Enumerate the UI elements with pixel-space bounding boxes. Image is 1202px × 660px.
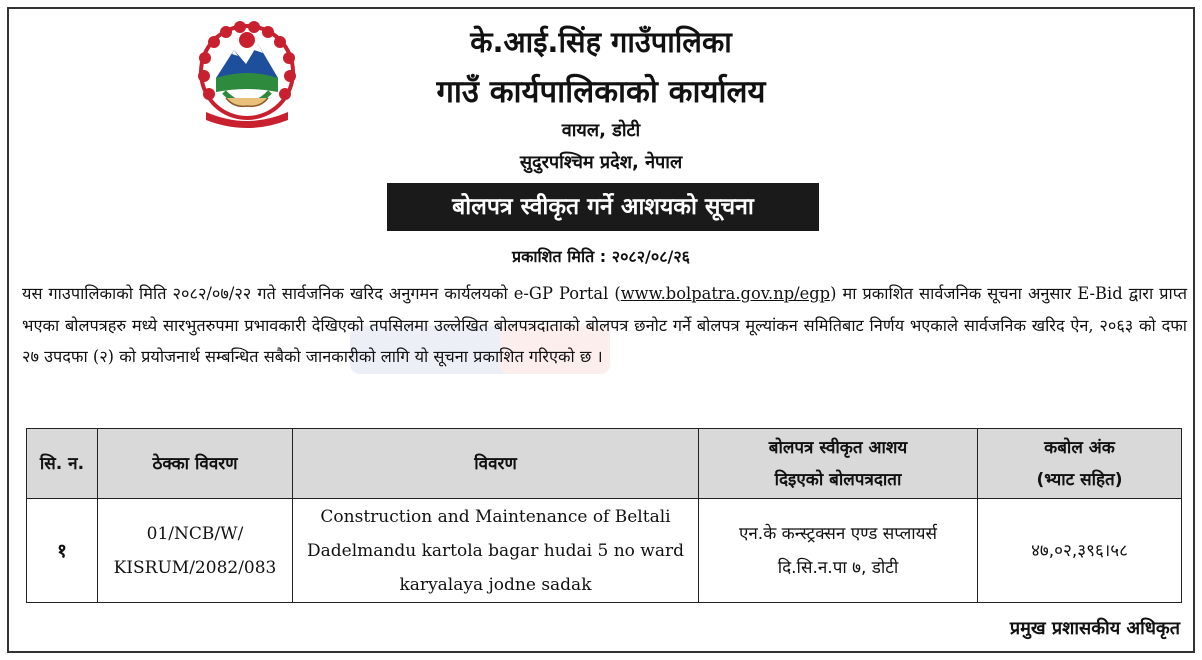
office-name: गाउँ कार्यपालिकाको कार्यालय (436, 74, 766, 110)
header-amount-line2: (भ्याट सहित) (1036, 469, 1123, 490)
description-line3: karyalaya jodne sadak (399, 574, 592, 595)
table-header-row (27, 429, 1182, 499)
published-date: प्रकाशित मिति : २०८२/०८/२६ (511, 247, 690, 266)
notice-body-intro: यस गाउपालिकाको मिति २०८२/०७/२२ गते सार्वजनिक खरिद अनुगमन कार्यलयको e-GP Portal ( (22, 284, 621, 303)
table-row (27, 499, 1182, 603)
cell-amount: ४७,०२,३९६।५८ (978, 499, 1182, 603)
header-description: विवरण (293, 429, 699, 499)
description-line1: Construction and Maintenance of Beltali (320, 506, 671, 527)
bidder-line1: एन.के कन्स्ट्रक्सन एण्ड सप्लायर्स (738, 523, 938, 544)
header-bidder-line1: बोलपत्र स्वीकृत आशय (768, 437, 908, 458)
bid-table (26, 428, 1182, 603)
signature-title: प्रमुख प्रशासकीय अधिकृत (1009, 618, 1180, 639)
description-line2: Dadelmandu kartola bagar hudai 5 no ward (306, 540, 684, 561)
header-sn: सि. न. (27, 429, 98, 499)
municipality-name: के.आई.सिंह गाउँपालिका (470, 25, 732, 59)
cell-sn: १ (27, 499, 98, 603)
bidder-line2: दि.सि.न.पा ७, डोटी (777, 557, 899, 578)
header-amount (978, 429, 1182, 499)
notice-body-rest: ) मा प्रकाशित सार्वजनिक सूचना अनुसार E-Bid द्वारा प्राप्त भएका बोलपत्रहरु मध्ये सारभुतरुपमा प्रभावकारी देखिएको तपसिलमा उल्लेखित बोलपत्रदाताको बोलपत्र छनोट गर्ने बोलपत्र मूल्यांकन समितिबाट निर्णय भएकाले सार्वजनिक खरिद ऐन, २०६३ को दफा २७ उपदफा (२) को प्रयोजनार्थ सम्बन्धित सबैको जानकारीको लागि यो सूचना प्रकाशित गरिएको छ । (22, 284, 1188, 366)
office-location: वायल, डोटी (561, 120, 641, 141)
cell-contract (98, 499, 293, 603)
header-amount-line1: कबोल अंक (1044, 437, 1115, 458)
notice-title: बोलपत्र स्वीकृत गर्ने आशयको सूचना (387, 183, 819, 231)
contract-line1: 01/NCB/W/ (146, 523, 244, 544)
header-bidder-line2: दिइएको बोलपत्रदाता (774, 469, 902, 490)
notice-body (22, 278, 1187, 373)
cell-bidder (699, 499, 978, 603)
header-bidder (699, 429, 978, 499)
province-name: सुदुरपश्चिम प्रदेश, नेपाल (519, 152, 683, 173)
cell-description (293, 499, 699, 603)
egp-portal-link[interactable]: www.bolpatra.gov.np/egp (620, 284, 831, 303)
contract-line2: KISRUM/2082/083 (113, 557, 277, 578)
header-contract: ठेक्का विवरण (98, 429, 293, 499)
